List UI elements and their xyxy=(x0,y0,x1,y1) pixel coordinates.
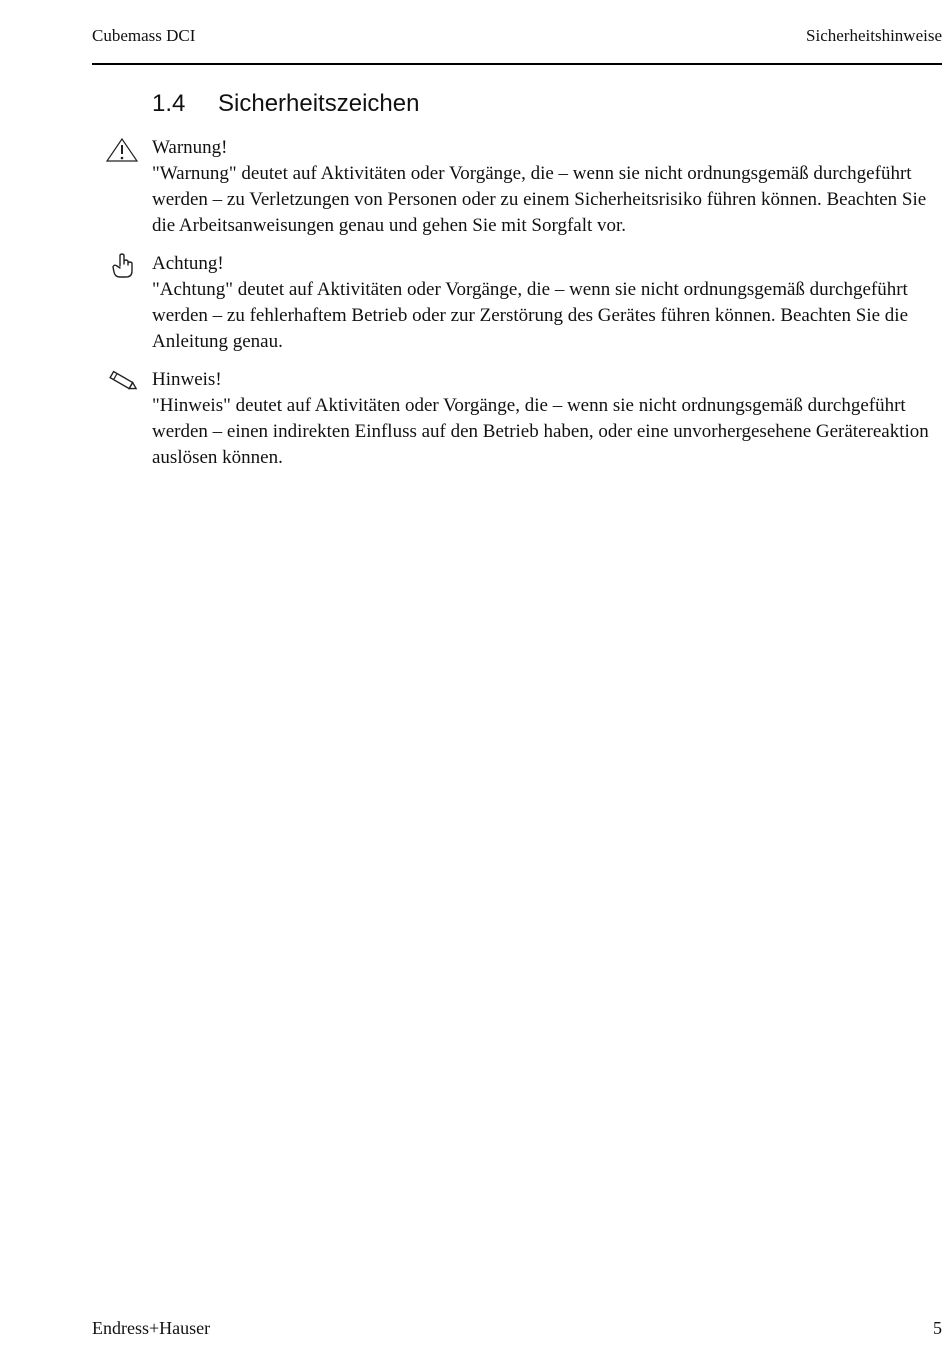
header-chapter-title: Sicherheitshinweise xyxy=(806,26,942,45)
section-heading xyxy=(152,90,419,118)
header-rule xyxy=(92,63,942,65)
caution-block xyxy=(152,251,947,355)
section-number: 1.4 xyxy=(152,90,186,117)
note-title: Hinweis! xyxy=(152,369,222,390)
section-title: Sicherheitszeichen xyxy=(218,90,420,117)
pointing-hand-icon xyxy=(104,252,140,280)
caution-body: "Achtung" deutet auf Aktivitäten oder Vorgänge, die – wenn sie nicht ordnungsgemäß durchgeführt werden – zu fehlerhaftem Betrieb oder zur Zerstörung des Gerätes führen können. Beachten Sie die Anleitung genau. xyxy=(152,279,909,352)
warning-title: Warnung! xyxy=(152,137,228,158)
header-document-title: Cubemass DCI xyxy=(92,26,196,45)
warning-block xyxy=(152,135,947,239)
page-number: 5 xyxy=(933,1318,942,1338)
note-body: "Hinweis" deutet auf Aktivitäten oder Vorgänge, die – wenn sie nicht ordnungsgemäß durchgeführt werden – einen indirekten Einfluss auf den Betrieb haben, oder eine unvorhergesehene Gerätereaktion auslösen können. xyxy=(152,395,929,468)
warning-triangle-icon xyxy=(104,136,140,164)
warning-body: "Warnung" deutet auf Aktivitäten oder Vorgänge, die – wenn sie nicht ordnungsgemäß durchgeführt werden – zu Verletzungen von Personen oder zu einem Sicherheitsrisiko führen können. Beachten Sie die Arbeitsanweisungen genau und gehen Sie mit Sorgfalt vor. xyxy=(152,163,927,236)
page-footer xyxy=(92,1318,942,1339)
pencil-icon xyxy=(104,367,140,395)
footer-company: Endress+Hauser xyxy=(92,1318,211,1338)
page-header xyxy=(92,26,942,50)
note-block xyxy=(152,367,947,471)
caution-title: Achtung! xyxy=(152,253,224,274)
